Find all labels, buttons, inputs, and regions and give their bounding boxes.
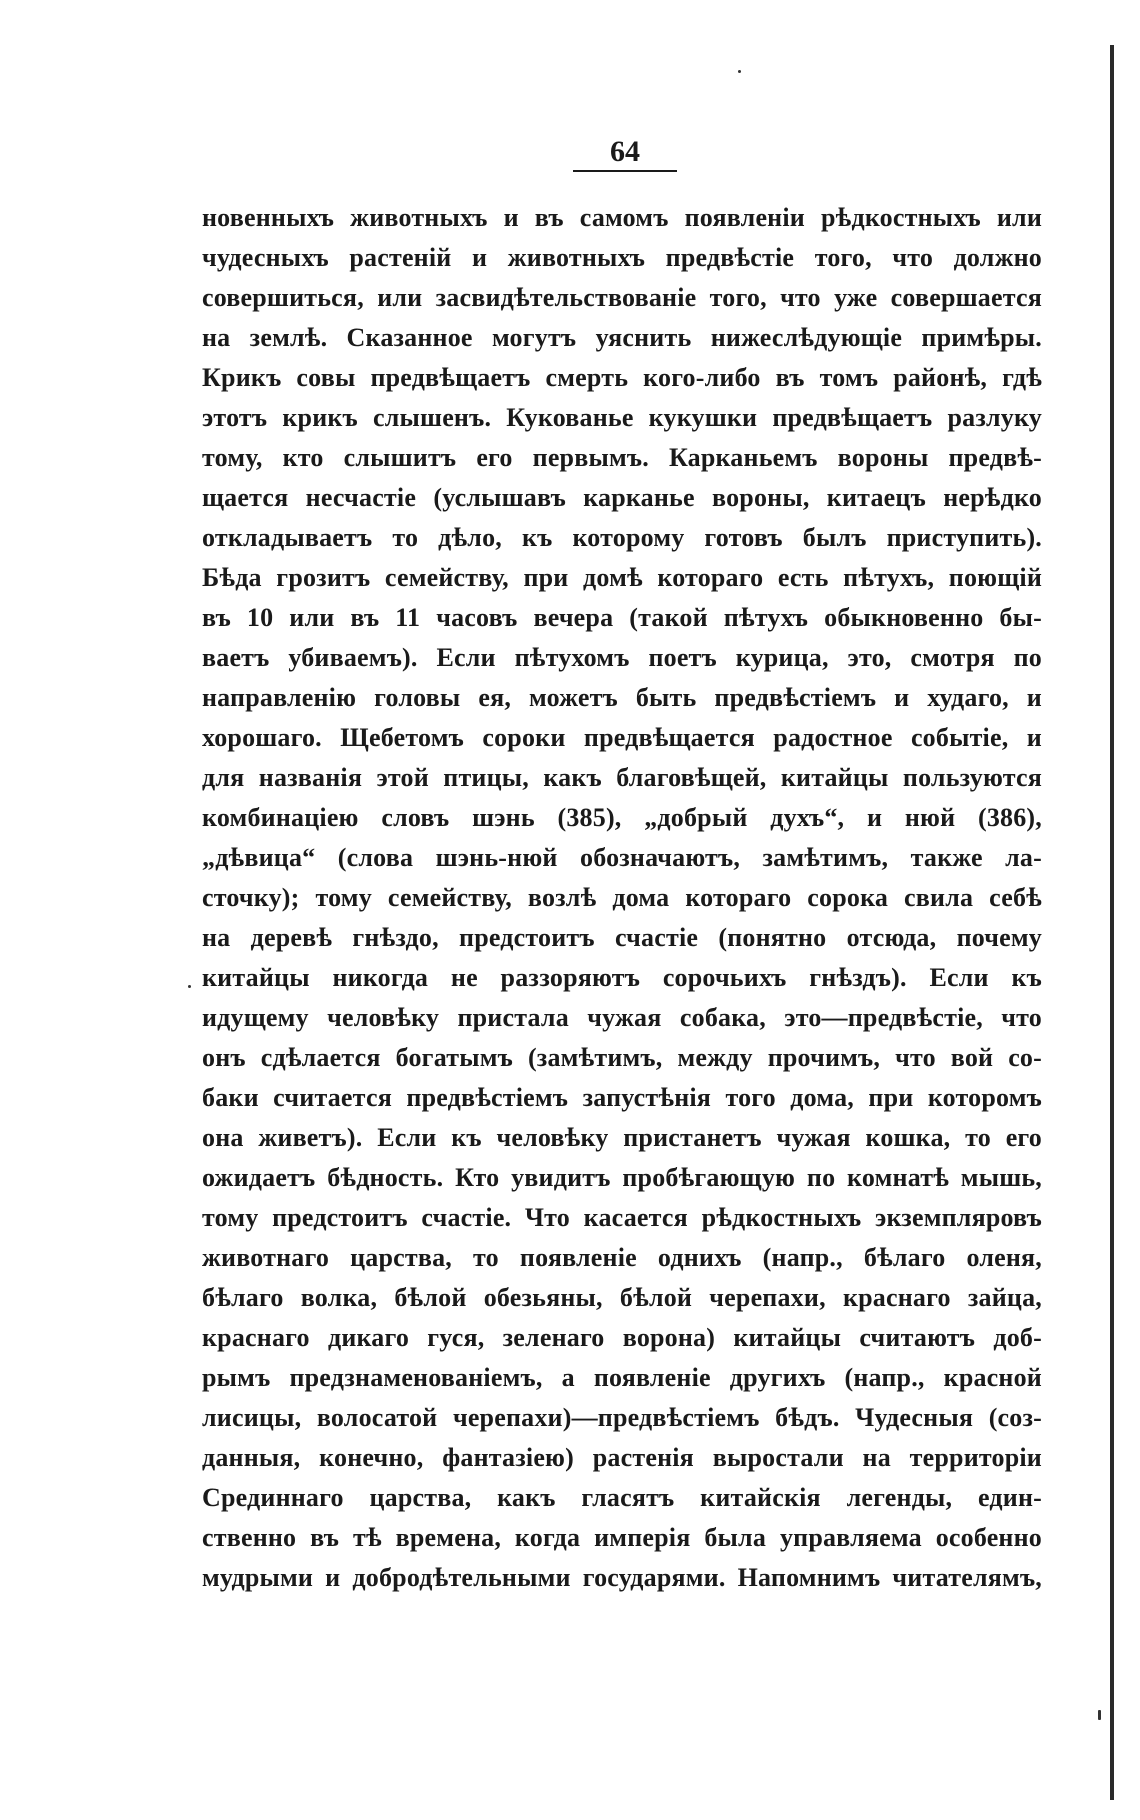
text-line: животнаго царства, то появленіе однихъ (напр., бѣлаго оленя, <box>202 1243 1042 1272</box>
text-line: Крикъ совы предвѣщаетъ смерть кого-либо въ томъ районѣ, гдѣ <box>202 363 1042 392</box>
text-line: рымъ предзнаменованіемъ, а появленіе другихъ (напр., красной <box>202 1363 1042 1392</box>
text-line: баки считается предвѣстіемъ запустѣнія того дома, при которомъ <box>202 1083 1042 1112</box>
text-line: хорошаго. Щебетомъ сороки предвѣщается радостное событіе, и <box>202 723 1042 752</box>
text-line: этотъ крикъ слышенъ. Кукованье кукушки предвѣщаетъ разлуку <box>202 403 1042 432</box>
text-line: ваетъ убиваемъ). Если пѣтухомъ поетъ курица, это, смотря по <box>202 643 1042 672</box>
text-line: на деревѣ гнѣздо, предстоитъ счастіе (понятно отсюда, почему <box>202 923 1042 952</box>
text-line: Бѣда грозитъ семейству, при домѣ котораго есть пѣтухъ, поющій <box>202 563 1042 592</box>
body-text <box>202 198 1042 1598</box>
text-line: направленію головы ея, можетъ быть предвѣстіемъ и худаго, и <box>202 683 1042 712</box>
text-line: новенныхъ животныхъ и въ самомъ появленіи рѣдкостныхъ или <box>202 203 1042 232</box>
text-line: сточку); тому семейству, возлѣ дома котораго сорока свила себѣ <box>202 883 1042 912</box>
page-edge-rule <box>1110 45 1114 1800</box>
text-line: тому, кто слышитъ его первымъ. Карканьемъ вороны предвѣ- <box>202 443 1042 472</box>
text-line: откладываетъ то дѣло, къ которому готовъ былъ приступить). <box>202 523 1042 552</box>
text-line: идущему человѣку пристала чужая собака, это—предвѣстіе, что <box>202 1003 1042 1032</box>
text-line: лисицы, волосатой черепахи)—предвѣстіемъ бѣдъ. Чудесныя (соз- <box>202 1403 1042 1432</box>
scan-speck <box>1098 1710 1101 1720</box>
text-line: чудесныхъ растеній и животныхъ предвѣстіе того, что должно <box>202 243 1042 272</box>
scan-speck <box>188 985 191 988</box>
text-line: краснаго дикаго гуся, зеленаго ворона) китайцы считаютъ доб- <box>202 1323 1042 1352</box>
text-line: щается несчастіе (услышавъ карканье вороны, китаецъ нерѣдко <box>202 483 1042 512</box>
scan-speck <box>738 70 741 73</box>
text-line: онъ сдѣлается богатымъ (замѣтимъ, между прочимъ, что вой со- <box>202 1043 1042 1072</box>
text-line: тому предстоитъ счастіе. Что касается рѣдкостныхъ экземпляровъ <box>202 1203 1042 1232</box>
text-line: въ 10 или въ 11 часовъ вечера (такой пѣтухъ обыкновенно бы- <box>202 603 1042 632</box>
text-line: ственно въ тѣ времена, когда имперія была управляема особенно <box>202 1523 1042 1552</box>
text-line: на землѣ. Сказанное могутъ уяснить нижеслѣдующіе примѣры. <box>202 323 1042 352</box>
text-line: „дѣвица“ (слова шэнь-нюй обозначаютъ, замѣтимъ, также ла- <box>202 843 1042 872</box>
text-line: совершиться, или засвидѣтельствованіе того, что уже совершается <box>202 283 1042 312</box>
text-line: ожидаетъ бѣдность. Кто увидитъ пробѣгающую по комнатѣ мышь, <box>202 1163 1042 1192</box>
page-number-underline <box>573 170 677 172</box>
text-line: китайцы никогда не раззоряютъ сорочьихъ гнѣздъ). Если къ <box>202 963 1042 992</box>
text-line: комбинаціею словъ шэнь (385), „добрый духъ“, и нюй (386), <box>202 803 1042 832</box>
text-line: мудрыми и добродѣтельными государями. Напомнимъ читателямъ, <box>202 1563 1042 1592</box>
text-line: для названія этой птицы, какъ благовѣщей, китайцы пользуются <box>202 763 1042 792</box>
text-line: она живетъ). Если къ человѣку пристанетъ чужая кошка, то его <box>202 1123 1042 1152</box>
text-line: данныя, конечно, фантазіею) растенія выростали на территоріи <box>202 1443 1042 1472</box>
page-number: 64 <box>610 135 640 168</box>
text-line: бѣлаго волка, бѣлой обезьяны, бѣлой черепахи, краснаго зайца, <box>202 1283 1042 1312</box>
text-line: Срединнаго царства, какъ гласятъ китайскія легенды, един- <box>202 1483 1042 1512</box>
